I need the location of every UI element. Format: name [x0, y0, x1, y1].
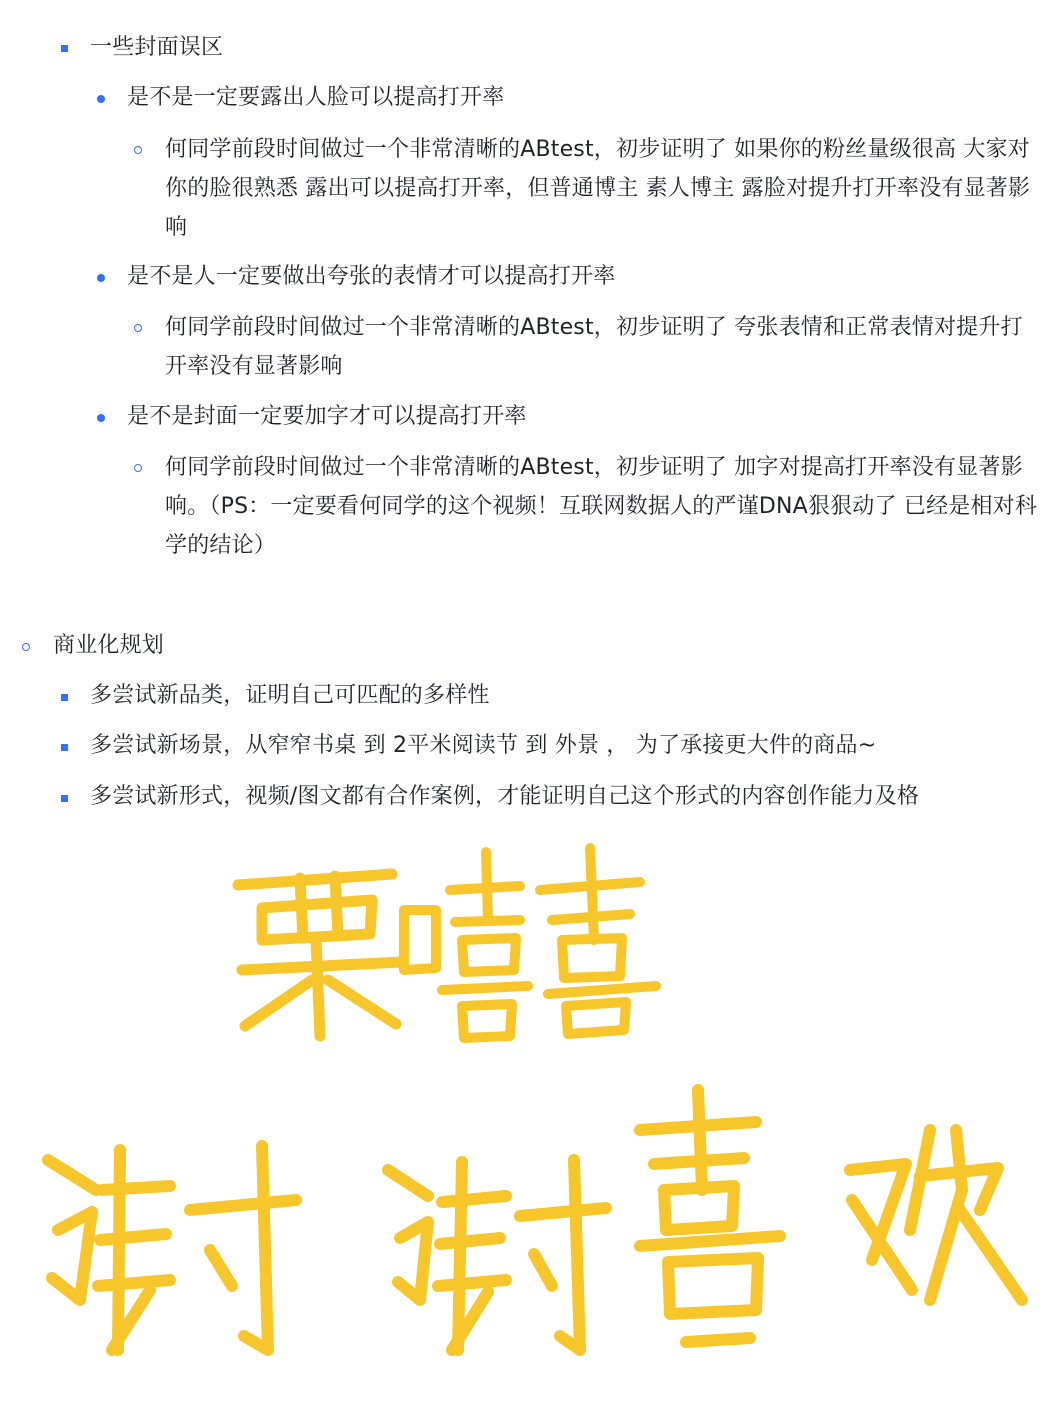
list-item-detail: 何同学前段时间做过一个非常清晰的ABtest，初步证明了 如果你的粉丝量级很高 大家对你的脸很熟悉 露出可以提高打开率，但普通博主 素人博主 露脸对提升打开率没有显著影响	[165, 137, 1031, 240]
ring-bullet-icon	[134, 146, 142, 154]
handwritten-glyph	[238, 874, 402, 1036]
dot-bullet-icon	[97, 274, 105, 282]
list-item: 多尝试新场景，从窄窄书桌 到 2平米阅读节 到 外景 ， 为了承接更大件的商品~	[90, 733, 877, 758]
square-bullet-icon	[61, 744, 68, 751]
list-item-detail: 何同学前段时间做过一个非常清晰的ABtest，初步证明了 夸张表情和正常表情对提升打开率没有显著影响	[165, 315, 1023, 379]
dot-bullet-icon	[97, 95, 105, 103]
handwritten-glyph	[640, 1090, 780, 1342]
dot-bullet-icon	[97, 414, 105, 422]
handwritten-glyph	[850, 1130, 1022, 1300]
list-item-question: 是不是人一定要做出夸张的表情才可以提高打开率	[127, 264, 616, 289]
list-item: 多尝试新品类，证明自己可匹配的多样性	[90, 683, 490, 708]
ring-bullet-icon	[134, 464, 142, 472]
list-item-question: 是不是封面一定要加字才可以提高打开率	[127, 404, 527, 429]
commercial-plan-heading: 商业化规划	[53, 633, 165, 658]
ring-bullet-icon	[22, 643, 30, 651]
handwritten-signature	[0, 830, 1053, 1404]
ring-bullet-icon	[134, 324, 142, 332]
handwritten-glyph	[388, 1160, 606, 1350]
list-item-detail: 何同学前段时间做过一个非常清晰的ABtest，初步证明了 加字对提高打开率没有显著影响。（PS：一定要看何同学的这个视频！互联网数据人的严谨DNA狠狠动了 已经是相对科学的结论）	[165, 455, 1038, 558]
square-bullet-icon	[61, 795, 68, 802]
cover-mistakes-heading: 一些封面误区	[90, 35, 224, 60]
list-item: 多尝试新形式，视频/图文都有合作案例，才能证明自己这个形式的内容创作能力及格	[90, 784, 920, 809]
list-item-question: 是不是一定要露出人脸可以提高打开率	[127, 85, 505, 110]
handwritten-glyph	[48, 1146, 296, 1350]
square-bullet-icon	[61, 694, 68, 701]
square-bullet-icon	[61, 45, 68, 52]
handwritten-glyph	[404, 852, 528, 1038]
handwritten-glyph	[540, 848, 656, 1034]
